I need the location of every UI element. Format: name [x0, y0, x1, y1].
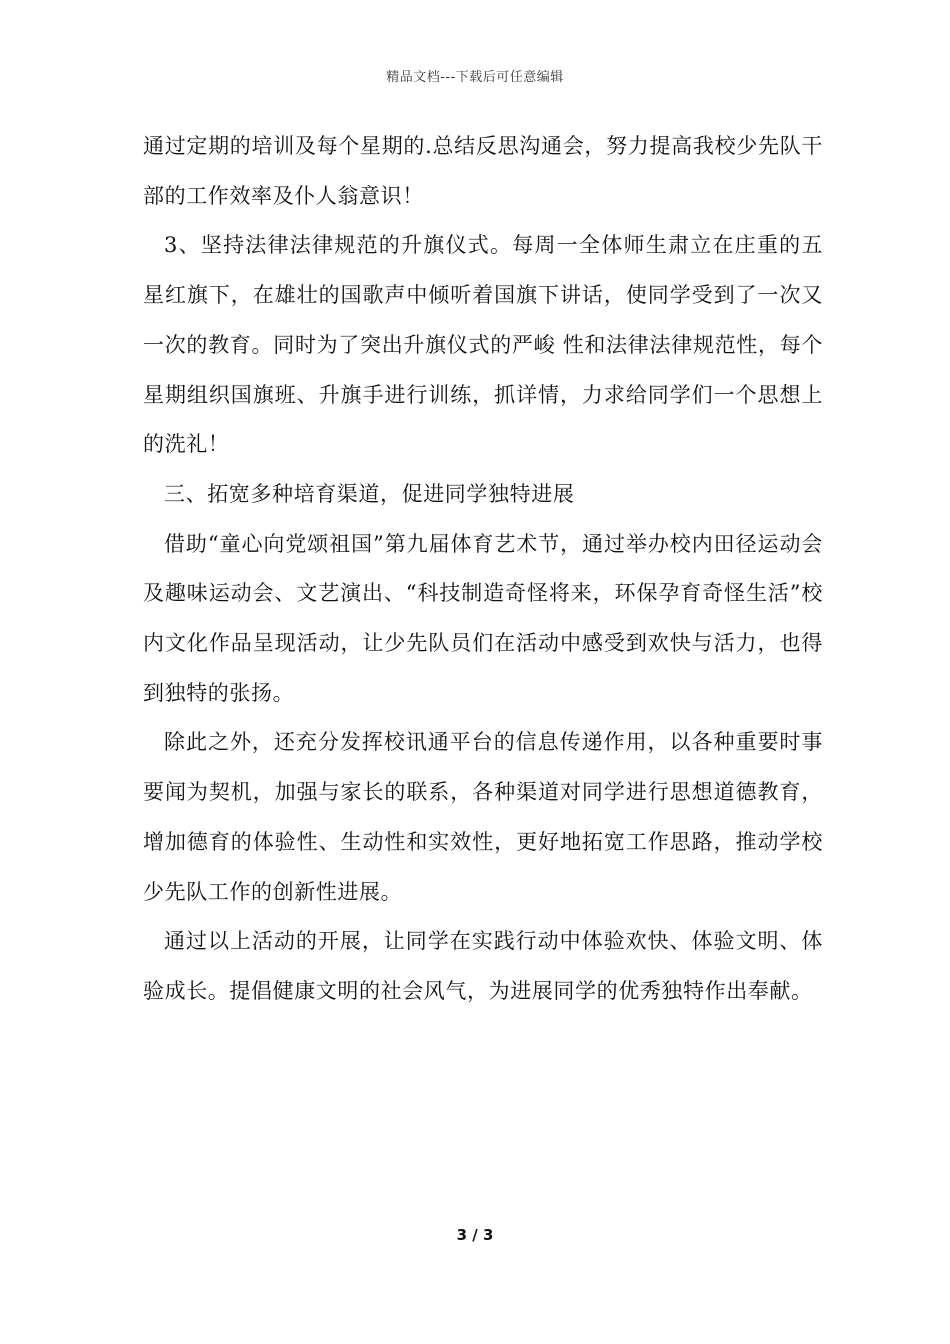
paragraph-arts-festival: 借助“童心向党颂祖国”第九届体育艺术节，通过举办校内田径运动会及趣味运动会、文艺演出、“科技制造奇怪将来，环保孕育奇怪生活”校内文化作品呈现活动，让少先队员们在活动中感受到欢快与活力，也得到独特的张扬。 [143, 531, 823, 705]
paragraph-continued: 通过定期的培训及每个星期的.总结反思沟通会，努力提高我校少先队干部的工作效率及仆人翁意识！ [143, 134, 823, 208]
section-heading: 三、拓宽多种培育渠道，促进同学独特进展 [164, 481, 575, 506]
paragraph-conclusion: 通过以上活动的开展，让同学在实践行动中体验欢快、体验文明、体验成长。提倡健康文明的社会风气，为进展同学的优秀独特作出奉献。 [143, 929, 823, 1003]
page-number: 3 / 3 [456, 1226, 494, 1244]
page-header: 精品文档---下载后可任意编辑 [386, 70, 564, 85]
document-body [143, 122, 823, 1017]
paragraph-flag-ceremony: 3、坚持法律法律规范的升旗仪式。每周一全体师生肃立在庄重的五星红旗下，在雄壮的国歌声中倾听着国旗下讲话，使同学受到了一次又一次的教育。同时为了突出升旗仪式的严峻 性和法律法律规范性，每个星期组织国旗班、升旗手进行训练，抓详情，力求给同学们一个思想上的洗礼！ [143, 233, 823, 457]
paragraph-school-platform: 除此之外，还充分发挥校讯通平台的信息传递作用，以各种重要时事要闻为契机，加强与家长的联系，各种渠道对同学进行思想道德教育，增加德育的体验性、生动性和实效性，更好地拓宽工作思路，推动学校少先队工作的创新性进展。 [143, 730, 823, 904]
